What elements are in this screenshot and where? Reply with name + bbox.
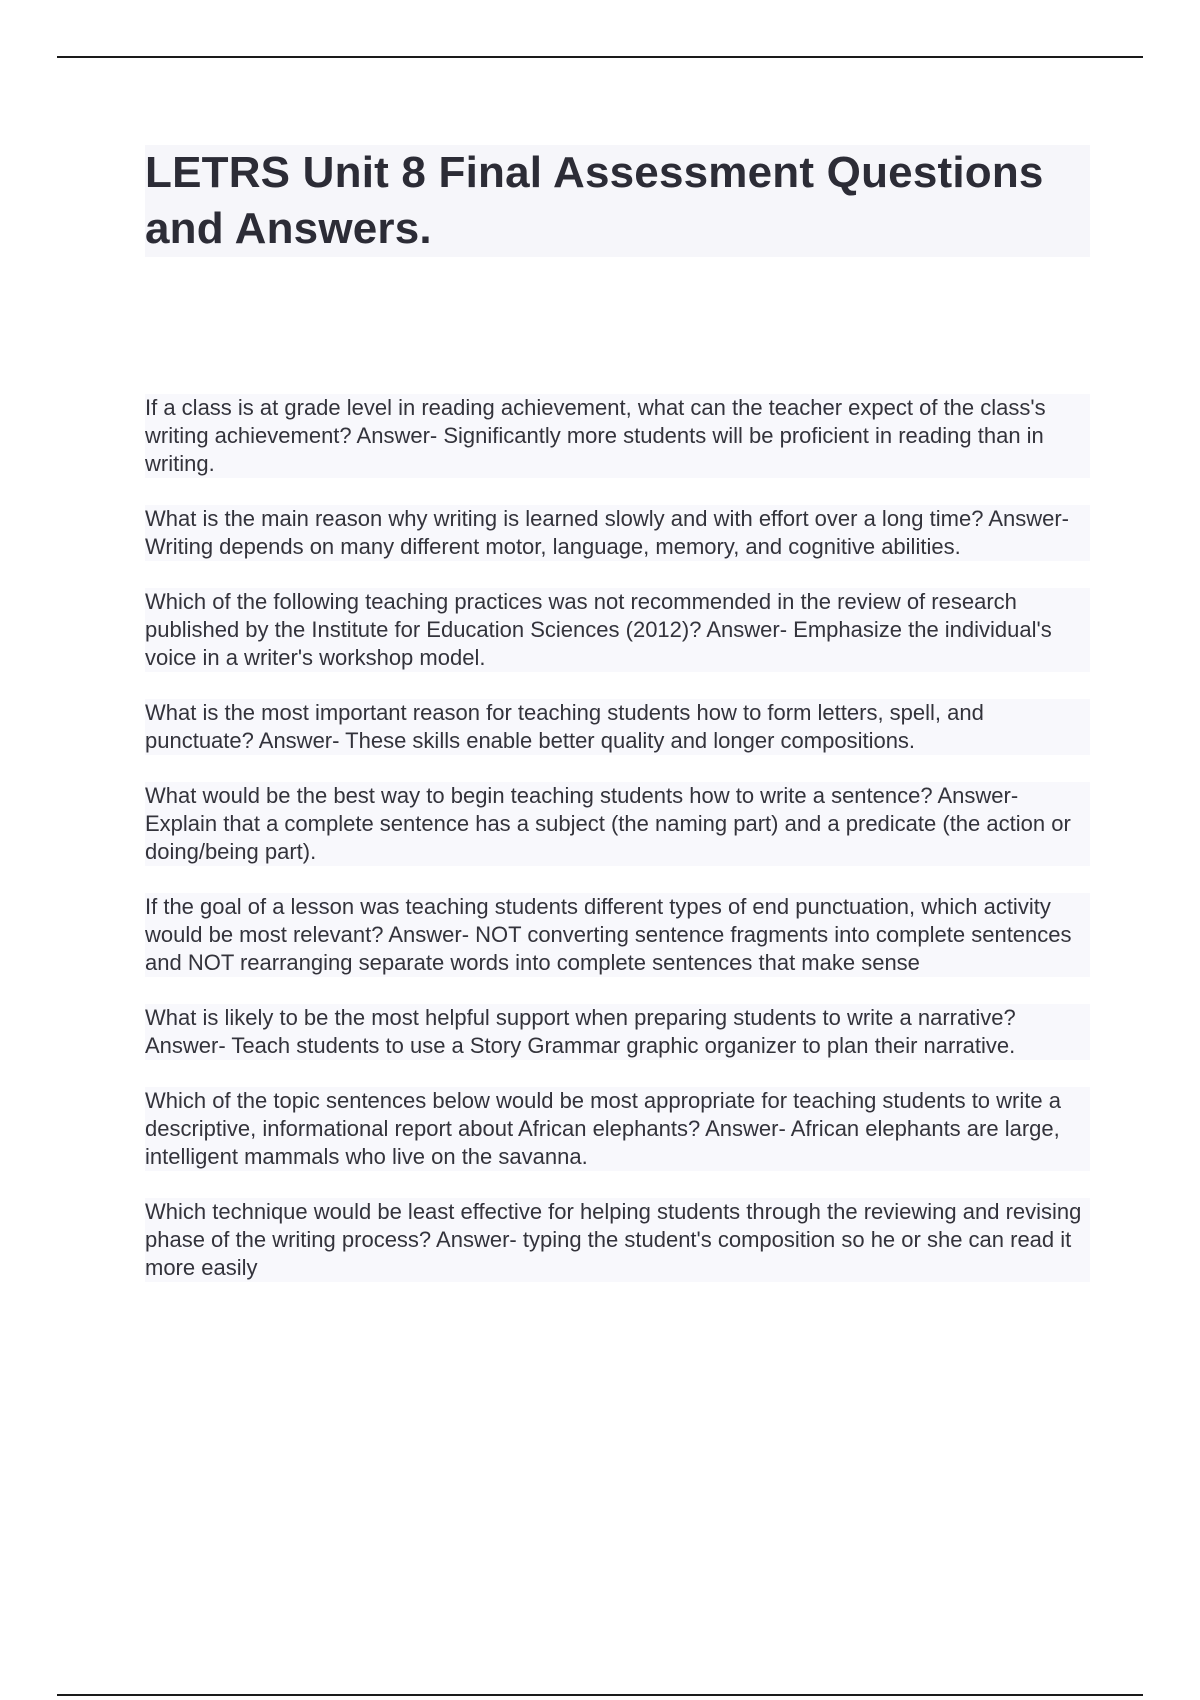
document-title: LETRS Unit 8 Final Assessment Questions and Answers. — [145, 148, 1044, 253]
qa-item: What would be the best way to begin teaching students how to write a sentence? Answer- Explain that a complete sentence has a subject (the naming part) and a predicate (the action or doing/being part). — [145, 782, 1090, 866]
qa-item: If a class is at grade level in reading achievement, what can the teacher expect of the class's writing achievement? Answer- Significantly more students will be proficient in reading than in writing. — [145, 394, 1090, 478]
qa-item: What is likely to be the most helpful support when preparing students to write a narrative? Answer- Teach students to use a Story Grammar graphic organizer to plan their narrative. — [145, 1004, 1090, 1060]
qa-list — [145, 394, 1090, 1309]
qa-item: What is the main reason why writing is learned slowly and with effort over a long time? Answer- Writing depends on many different motor, language, memory, and cognitive abilities. — [145, 505, 1090, 561]
top-divider — [57, 56, 1143, 58]
qa-item: Which technique would be least effective for helping students through the reviewing and revising phase of the writing process? Answer- typing the student's composition so he or she can read it more easily — [145, 1198, 1090, 1282]
qa-item: Which of the topic sentences below would be most appropriate for teaching students to write a descriptive, informational report about African elephants? Answer- African elephants are large, intelligent mammals who live on the savanna. — [145, 1087, 1090, 1171]
qa-item: What is the most important reason for teaching students how to form letters, spell, and punctuate? Answer- These skills enable better quality and longer compositions. — [145, 699, 1090, 755]
qa-item: If the goal of a lesson was teaching students different types of end punctuation, which activity would be most relevant? Answer- NOT converting sentence fragments into complete sentences and NOT rearranging separate words into complete sentences that make sense — [145, 893, 1090, 977]
bottom-divider — [57, 1694, 1143, 1696]
qa-item: Which of the following teaching practices was not recommended in the review of research published by the Institute for Education Sciences (2012)? Answer- Emphasize the individual's voice in a writer's workshop model. — [145, 588, 1090, 672]
title-block — [145, 145, 1090, 257]
